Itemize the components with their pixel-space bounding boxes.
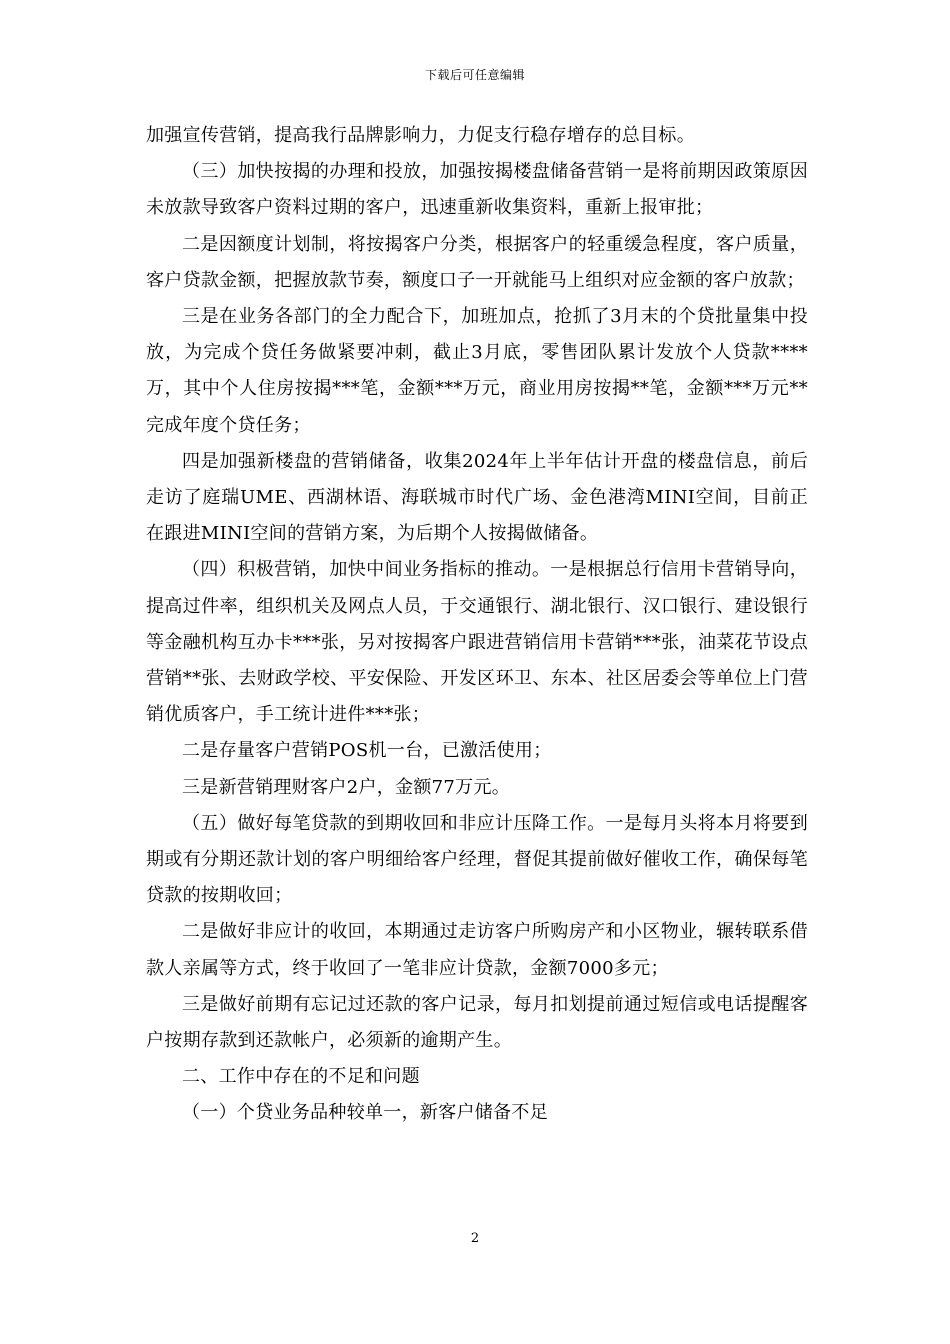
paragraph: （三）加快按揭的办理和投放，加强按揭楼盘储备营销一是将前期因政策原因未放款导致客户资料过期的客户，迅速重新收集资料，重新上报审批；: [146, 161, 808, 219]
paragraph: （四）积极营销，加快中间业务指标的推动。一是根据总行信用卡营销导向，提高过件率，组织机关及网点人员，于交通银行、湖北银行、汉口银行、建设银行等金融机构互办卡***张，另对按揭客户跟进营销信用卡营销***张，油菜花节设点营销**张、去财政学校、平安保险、开发区环卫、东本、社区居委会等单位上门营销优质客户，手工统计进件***张；: [146, 559, 808, 726]
paragraph: 二是做好非应计的收回，本期通过走访客户所购房产和小区物业，辗转联系借款人亲属等方式，终于收回了一笔非应计贷款，金额7000多元；: [146, 921, 808, 979]
paragraph: 加强宣传营销，提高我行品牌影响力，力促支行稳存增存的总目标。: [146, 125, 695, 146]
paragraph: （五）做好每笔贷款的到期收回和非应计压降工作。一是每月头将本月将要到期或有分期还款计划的客户明细给客户经理，督促其提前做好催收工作，确保每笔贷款的按期收回；: [146, 812, 808, 907]
subsection-heading: （一）个贷业务品种较单一，新客户储备不足: [182, 1102, 548, 1124]
paragraph: 三是新营销理财客户2户，金额77万元。: [182, 776, 511, 798]
paragraph: 四是加强新楼盘的营销储备，收集2024年上半年估计开盘的楼盘信息，前后走访了庭瑞UME、西湖林语、海联城市时代广场、金色港湾MINI空间，目前正在跟进MINI空间的营销方案，为后期个人按揭做储备。: [146, 450, 808, 545]
page-header: 下载后可任意编辑: [424, 68, 525, 82]
section-heading: 二、工作中存在的不足和问题: [182, 1066, 420, 1088]
document-body: [146, 118, 808, 1132]
paragraph: 三是做好前期有忘记过还款的客户记录，每月扣划提前通过短信或电话提醒客户按期存款到还款帐户，必须新的逾期产生。: [146, 993, 808, 1052]
paragraph: 二是因额度计划制，将按揭客户分类，根据客户的轻重缓急程度，客户质量，客户贷款金额，把握放款节奏，额度口子一开就能马上组织对应金额的客户放款；: [146, 233, 808, 291]
paragraph: 二是存量客户营销POS机一台，已激活使用；: [182, 740, 552, 762]
page-number: 2: [470, 1231, 480, 1246]
paragraph: 三是在业务各部门的全力配合下，加班加点，抢抓了3月末的个贷批量集中投放，为完成个贷任务做紧要冲刺，截止3月底，零售团队累计发放个人贷款****万，其中个人住房按揭***笔，金额***万元，商业用房按揭**笔，金额***万元**完成年度个贷任务；: [146, 306, 808, 436]
